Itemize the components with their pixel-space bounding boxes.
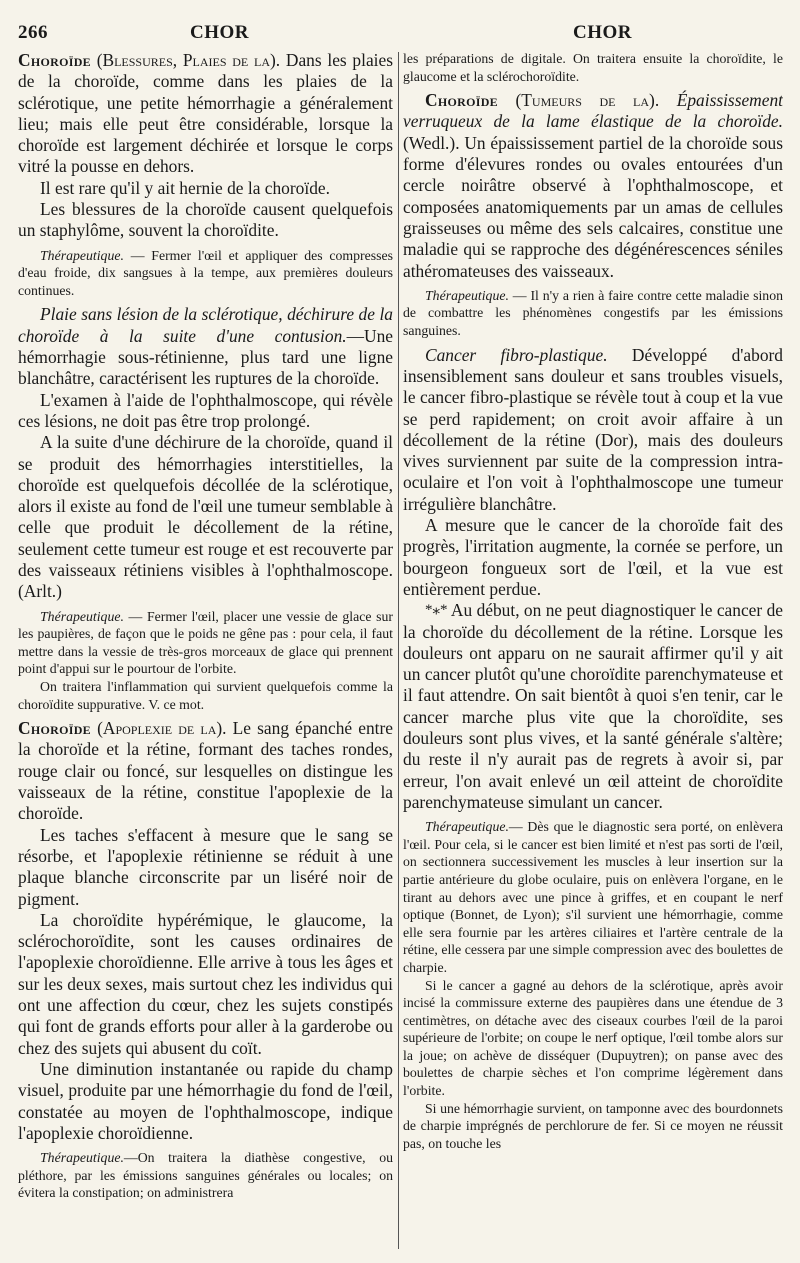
asterism: *⁎* bbox=[425, 602, 448, 619]
note-paragraph: Si le cancer a gagné au dehors de la sclérotique, après avoir incisé la commissure externe des paupières dans une étendue de 3 centimètres, on détache avec des ciseaux courbes l'œil de la paroi supérieure de l'orbite; on coupe le nerf optique, l'œil tombe alors sur la joue; on achève de disséquer (Dupuytren); on panse avec des boulettes de charpie sèches et l'on comprime légèrement dans l'orbite. bbox=[403, 977, 783, 1099]
paragraph: A la suite d'une déchirure de la choroïde, quand il se produit des hémorrhagies interstitielles, la choroïde est quelquefois décollée de la sclérotique, alors il existe au fond de l'œil une tumeur semblable à celle que produit le décollement de la rétine, seulement cette tumeur est rouge et est recouverte par des vaisseaux rétiniens visibles à l'ophthalmoscope. (Arlt.) bbox=[18, 432, 393, 602]
paragraph: Les blessures de la choroïde causent quelquefois un staphylôme, souvent la choroïdite. bbox=[18, 199, 393, 241]
note-paragraph: Si une hémorrhagie survient, on tamponne avec des bourdonnets de charpie imprégnés de perchlorure de fer. Si ce moyen ne réussit pas, on touche les bbox=[403, 1100, 783, 1151]
paragraph: Il est rare qu'il y ait hernie de la choroïde. bbox=[40, 177, 330, 198]
column-divider bbox=[398, 52, 399, 1249]
entry-headword: Choroïde bbox=[18, 50, 91, 70]
entry-headword: Choroïde bbox=[425, 90, 498, 111]
paragraph: L'examen à l'aide de l'ophthalmoscope, qui révèle ces lésions, ne doit pas être trop prolongé. bbox=[18, 389, 393, 431]
paragraph: Plaie sans lésion de la sclérotique, déchirure de la choroïde à la suite d'une contusion.—Une hémorrhagie sous-rétinienne, plus tard une ligne blanchâtre, caractérisent les ruptures de la choroïde. bbox=[18, 304, 393, 389]
paragraph: La choroïdite hypérémique, le glaucome, la sclérochoroïdite, sont les causes ordinaires de l'apoplexie choroïdienne. Elle arrive à tous les âges et sur les deux sexes, mais surtout chez les individus qui ont une affection du cœur, chez les sujets constipés qui font de grands efforts pour aller à la garderobe ou chez des sujets qui abusent du coït. bbox=[18, 909, 393, 1058]
note-paragraph: On traitera l'inflammation qui survient quelquefois comme la choroïdite suppurative. V. ce mot. bbox=[18, 678, 393, 712]
page-number: 266 bbox=[18, 22, 48, 43]
running-header bbox=[18, 22, 786, 52]
therapeutique-note: Thérapeutique. — Fermer l'œil et appliquer des compresses d'eau froide, dix sangsues à la tempe, aux premières douleurs continues. bbox=[18, 247, 393, 298]
note-paragraph: les préparations de digitale. On traitera ensuite la choroïdite, le glaucome et la sclérochoroïdite. bbox=[403, 51, 783, 84]
paragraph: Cancer fibro-plastique. Développé d'abord insensiblement sans douleur et sans troubles visuels, le cancer fibro-plastique se révèle tout à coup et la vue se perd rapidement; on croit avoir affaire à un décollement de la rétine (Dor), mais des douleurs vives surviennent par suite de la compression intra-oculaire et l'on voit à l'ophthalmoscope une tumeur irrégulière blanchâtre. bbox=[403, 344, 783, 514]
therapeutique-note: Thérapeutique.—On traitera la diathèse congestive, ou pléthore, par les émissions sanguines générales ou locales; on évitera la constipation; on administrera bbox=[18, 1150, 393, 1201]
therapeutique-note: Thérapeutique.— Dès que le diagnostic sera porté, on enlèvera l'œil. Pour cela, si le cancer est bien limité et n'est pas sorti de l'œil, on sectionnera successivement les muscles à leur insertion sur la partie antérieure du globe oculaire, puis on enlèvera l'organe, en le tirant au dehors avec une pince à griffes, et en coupant le nerf optique (Bonnet, de Lyon); s'il survient une hémorrhagie, comme elle sera fournie par les artères ciliaires et l'artère centrale de la rétine, elle cessera par une simple compression avec des boulettes de charpie. bbox=[403, 819, 783, 975]
entry-blessures: Choroïde (Blessures, Plaies de la). Dans les plaies de la choroïde, comme dans les plaies de la sclérotique, une petite hémorrhagie a généralement lieu; mais elle peut être considérable, lorsque la choroïde est largement déchirée et lorsque le corps vitré la pousse en dehors. bbox=[18, 50, 393, 177]
entry-tumeurs: Choroïde (Tumeurs de la). Épaississement verruqueux de la lame élastique de la choroïde. (Wedl.). Un épaississement partiel de la choroïde sous forme d'élevures rondes ou ovales entourées d'un cercle noirâtre observé à l'ophthalmoscope, et composées anatomiquements par un amas de cellules graisseuses ou même des sels calcaires, constitue une maladie qui se rapproche des dégénérescences séniles athéromateuses des vaisseaux. bbox=[403, 90, 783, 281]
right-column bbox=[403, 50, 783, 1249]
left-column bbox=[18, 50, 393, 1249]
paragraph: *⁎* Au début, on ne peut diagnostiquer le cancer de la choroïde du décollement de la rétine. Lorsque les douleurs ont apparu on ne saurait affirmer qu'il y ait un cancer plutôt qu'une choroïdite parenchymateuse et il faut attendre. On sait bientôt à quoi s'en tenir, car le cancer marche plus vite que la choroïdite, ses douleurs sont plus vives, et la santé générale s'altère; du reste il n'y aurait pas de regrets à avoir si, par erreur, l'on avait enlevé un œil atteint de choroïdite parenchymateuse simulant un cancer. bbox=[403, 600, 783, 812]
paragraph: Les taches s'effacent à mesure que le sang se résorbe, et l'apoplexie rétinienne se réduit à une plaque blanche circonscrite par un liséré noir de pigment. bbox=[18, 824, 393, 909]
right-running-title: CHOR bbox=[573, 22, 632, 43]
entry-headword: Choroïde bbox=[18, 718, 91, 739]
therapeutique-note: Thérapeutique. — Fermer l'œil, placer une vessie de glace sur les paupières, de façon que le poids ne gêne pas : pour cela, il faut mettre dans la vessie de très-gros morceaux de glace qui prennent point d'appui sur le pourtour de l'orbite. bbox=[18, 608, 393, 677]
entry-apoplexie: Choroïde (Apoplexie de la). Le sang épanché entre la choroïde et la rétine, formant des taches rondes, rouge clair ou foncé, sur lesquelles on distingue les vaisseaux de la rétine, constitue l'apoplexie de la choroïde. bbox=[18, 718, 393, 824]
therapeutique-note: Thérapeutique. — Il n'y a rien à faire contre cette maladie sinon de combattre les phénomènes congestifs par les émissions sanguines. bbox=[403, 287, 783, 339]
left-running-title: CHOR bbox=[190, 22, 249, 43]
paragraph: A mesure que le cancer de la choroïde fait des progrès, l'irritation augmente, la cornée se perfore, un bourgeon fongueux sort de l'œil, et la vue est entièrement perdue. bbox=[403, 515, 783, 599]
paragraph: Une diminution instantanée ou rapide du champ visuel, produite par une hémorrhagie du fond de l'œil, constatée au moyen de l'ophthalmoscope, indique l'apoplexie choroïdienne. bbox=[18, 1058, 393, 1143]
